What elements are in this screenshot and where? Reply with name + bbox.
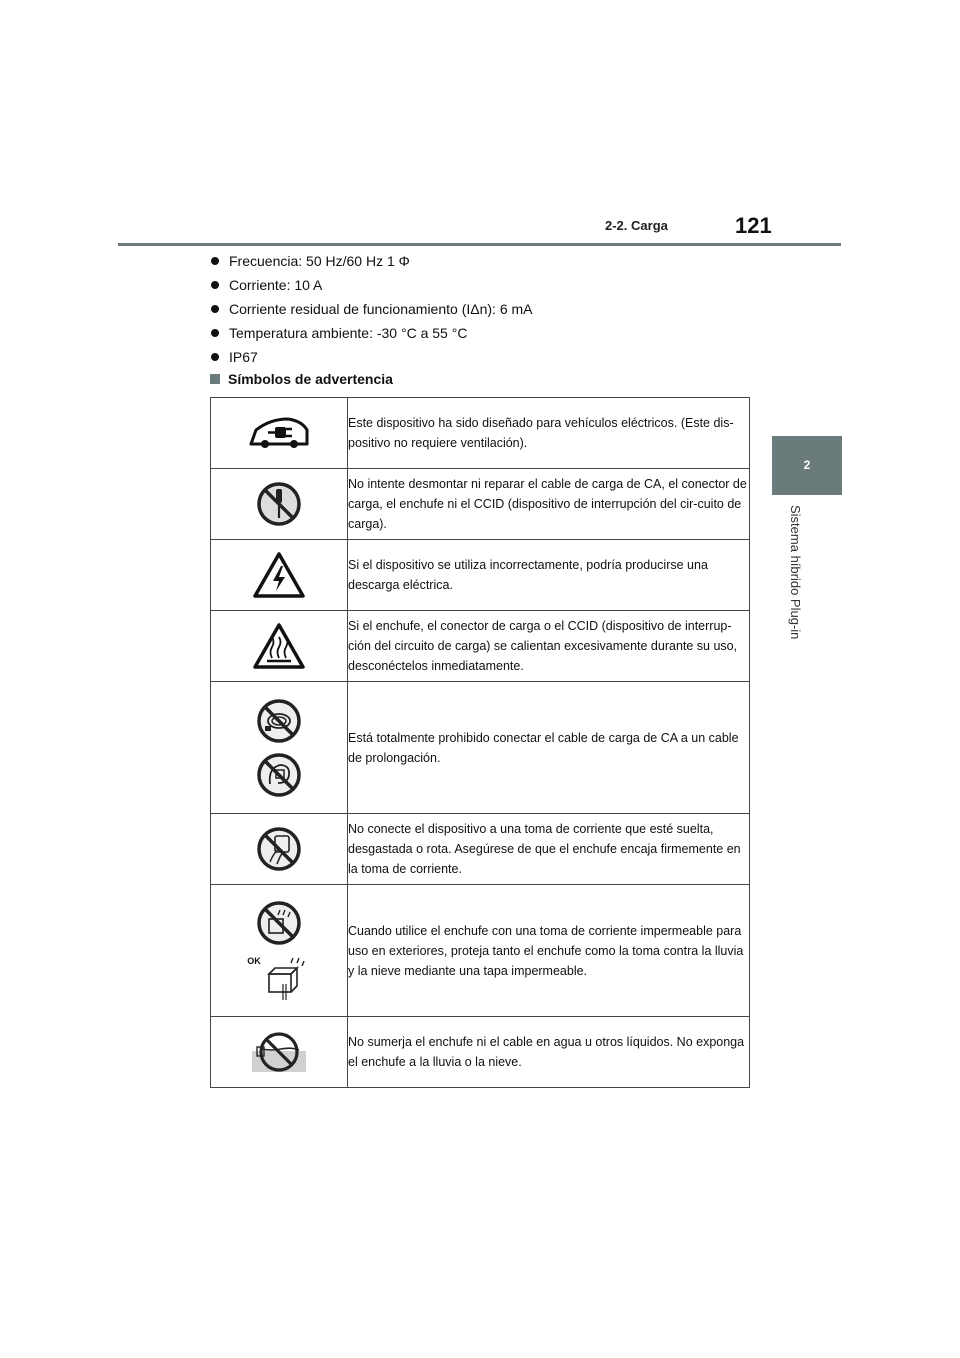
no-loose-outlet-icon [256, 826, 302, 872]
table-row [211, 885, 750, 1017]
warning-text: Este dispositivo ha sido diseñado para vehículos eléctricos. (Este dis-positivo no requiere ventilación). [348, 398, 750, 469]
table-row [211, 682, 750, 814]
warning-text: Está totalmente prohibido conectar el cable de carga de CA a un cable de prolongación. [348, 682, 750, 814]
table-row [211, 540, 750, 611]
warning-text: Si el enchufe, el conector de carga o el CCID (dispositivo de interrup-ción del circuito de carga) se calientan excesivamente durante su uso, desconéctelos inmediatamente. [348, 611, 750, 682]
heading-square-icon [210, 374, 220, 384]
table-row [211, 611, 750, 682]
page-number: 121 [735, 213, 772, 238]
spec-item: IP67 [211, 348, 533, 372]
symbol-cell [211, 398, 348, 469]
symbol-cell [211, 540, 348, 611]
spec-item: Corriente: 10 A [211, 276, 533, 300]
spec-item: Corriente residual de funcionamiento (IΔn): 6 mA [211, 300, 533, 324]
symbol-cell [211, 682, 348, 814]
warnings-heading-text: Símbolos de advertencia [228, 371, 393, 387]
no-extension-cable-icon [256, 698, 302, 744]
warning-text: No sumerja el enchufe ni el cable en agua u otros líquidos. No exponga el enchufe a la lluvia o la nieve. [348, 1017, 750, 1088]
table-row [211, 398, 750, 469]
symbol-cell [211, 611, 348, 682]
electric-vehicle-icon [248, 416, 310, 450]
ok-label: OK [247, 955, 261, 966]
warning-text: Cuando utilice el enchufe con una toma de corriente impermeable para uso en exteriores, proteja tanto el enchufe como la toma contra la lluvia y la nieve mediante una tapa impermeable. [348, 885, 750, 1017]
spec-item: Temperatura ambiente: -30 °C a 55 °C [211, 324, 533, 348]
symbol-cell [211, 1017, 348, 1088]
hot-surface-warning-icon [252, 622, 306, 670]
no-submerge-icon [251, 1031, 307, 1073]
symbol-cell [211, 885, 348, 1017]
table-row [211, 814, 750, 885]
table-row [211, 1017, 750, 1088]
no-disassembly-icon [256, 481, 302, 527]
warning-symbols-table [210, 397, 750, 1088]
chapter-tab-number: 2 [772, 436, 842, 495]
symbol-cell [211, 469, 348, 540]
section-title: 2-2. Carga [605, 218, 668, 233]
warning-text: No conecte el dispositivo a una toma de corriente que esté suelta, desgastada o rota. Asegúrese de que el enchufe encaja firmemente en la toma de corriente. [348, 814, 750, 885]
protected-outlet-icon [263, 954, 311, 1002]
spec-item: Frecuencia: 50 Hz/60 Hz 1 Φ [211, 252, 533, 276]
specs-list [211, 252, 533, 372]
no-extension-cable-icon [256, 752, 302, 798]
warning-text: Si el dispositivo se utiliza incorrectamente, podría producirse una descarga eléctrica. [348, 540, 750, 611]
table-row [211, 469, 750, 540]
header-divider [118, 243, 841, 246]
symbol-cell [211, 814, 348, 885]
warning-text: No intente desmontar ni reparar el cable de carga de CA, el conector de carga, el enchufe ni el CCID (dispositivo de interrupción del cir-cuito de carga). [348, 469, 750, 540]
electric-shock-warning-icon [252, 551, 306, 599]
chapter-tab-title-text: Sistema híbrido Plug-in [788, 505, 803, 640]
chapter-tab-title [787, 505, 803, 675]
warnings-heading [210, 371, 393, 387]
weather-protection-icon [256, 900, 302, 946]
